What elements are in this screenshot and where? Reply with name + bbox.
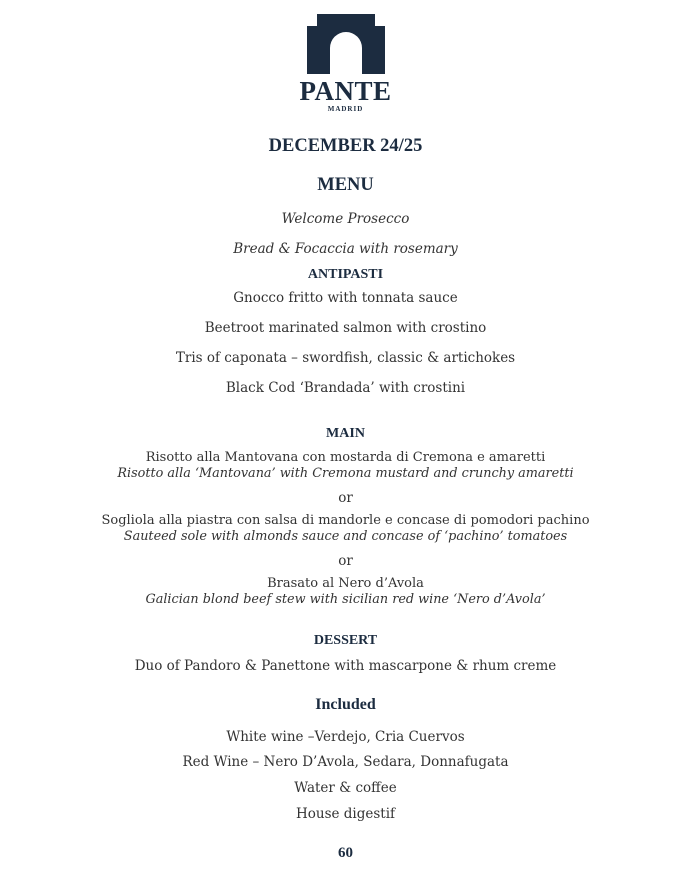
included-item: Red Wine – Nero D’Avola, Sedara, Donnafugata [182, 754, 509, 770]
main-option-translation: Risotto alla ‘Mantovana’ with Cremona mustard and crunchy amaretti [117, 466, 574, 481]
dessert-heading: DESSERT [313, 633, 378, 648]
or-separator: or [338, 553, 353, 569]
antipasti-item: Black Cod ‘Brandada’ with crostini [225, 380, 466, 396]
included-item: White wine –Verdejo, Cria Cuervos [226, 729, 465, 745]
main-heading: MAIN [326, 426, 365, 441]
main-option-name: Sogliola alla piastra con salsa di mandorle e concase di pomodori pachino [101, 513, 590, 528]
brand-city: MADRID [327, 105, 364, 113]
antipasti-item: Tris of caponata – swordfish, classic & artichokes [175, 350, 516, 366]
main-option-translation: Sauteed sole with almonds sauce and concase of ‘pachino’ tomatoes [123, 529, 568, 544]
antipasti-heading: ANTIPASTI [307, 267, 384, 282]
price: 60 [338, 845, 353, 861]
included-item: Water & coffee [294, 780, 397, 796]
welcome-item: Bread & Focaccia with rosemary [233, 241, 458, 257]
included-item: House digestif [295, 806, 396, 822]
event-date: DECEMBER 24/25 [268, 136, 423, 156]
welcome-item: Welcome Prosecco [281, 211, 410, 227]
antipasti-item: Gnocco fritto with tonnata sauce [233, 290, 458, 306]
menu-title: MENU [317, 175, 374, 195]
logo [0, 14, 691, 113]
main-option-name: Risotto alla Mantovana con mostarda di Cremona e amaretti [145, 450, 546, 465]
included-heading: Included [315, 696, 376, 713]
or-separator: or [338, 490, 353, 506]
dessert-item: Duo of Pandoro & Panettone with mascarpone & rhum creme [134, 658, 557, 674]
main-option-translation: Galician blond beef stew with sicilian red wine ‘Nero d’Avola’ [145, 592, 546, 607]
main-option-name: Brasato al Nero d’Avola [267, 576, 424, 591]
brand-name: PANTE [299, 76, 392, 106]
antipasti-item: Beetroot marinated salmon with crostino [204, 320, 487, 336]
arch-icon [307, 14, 385, 74]
